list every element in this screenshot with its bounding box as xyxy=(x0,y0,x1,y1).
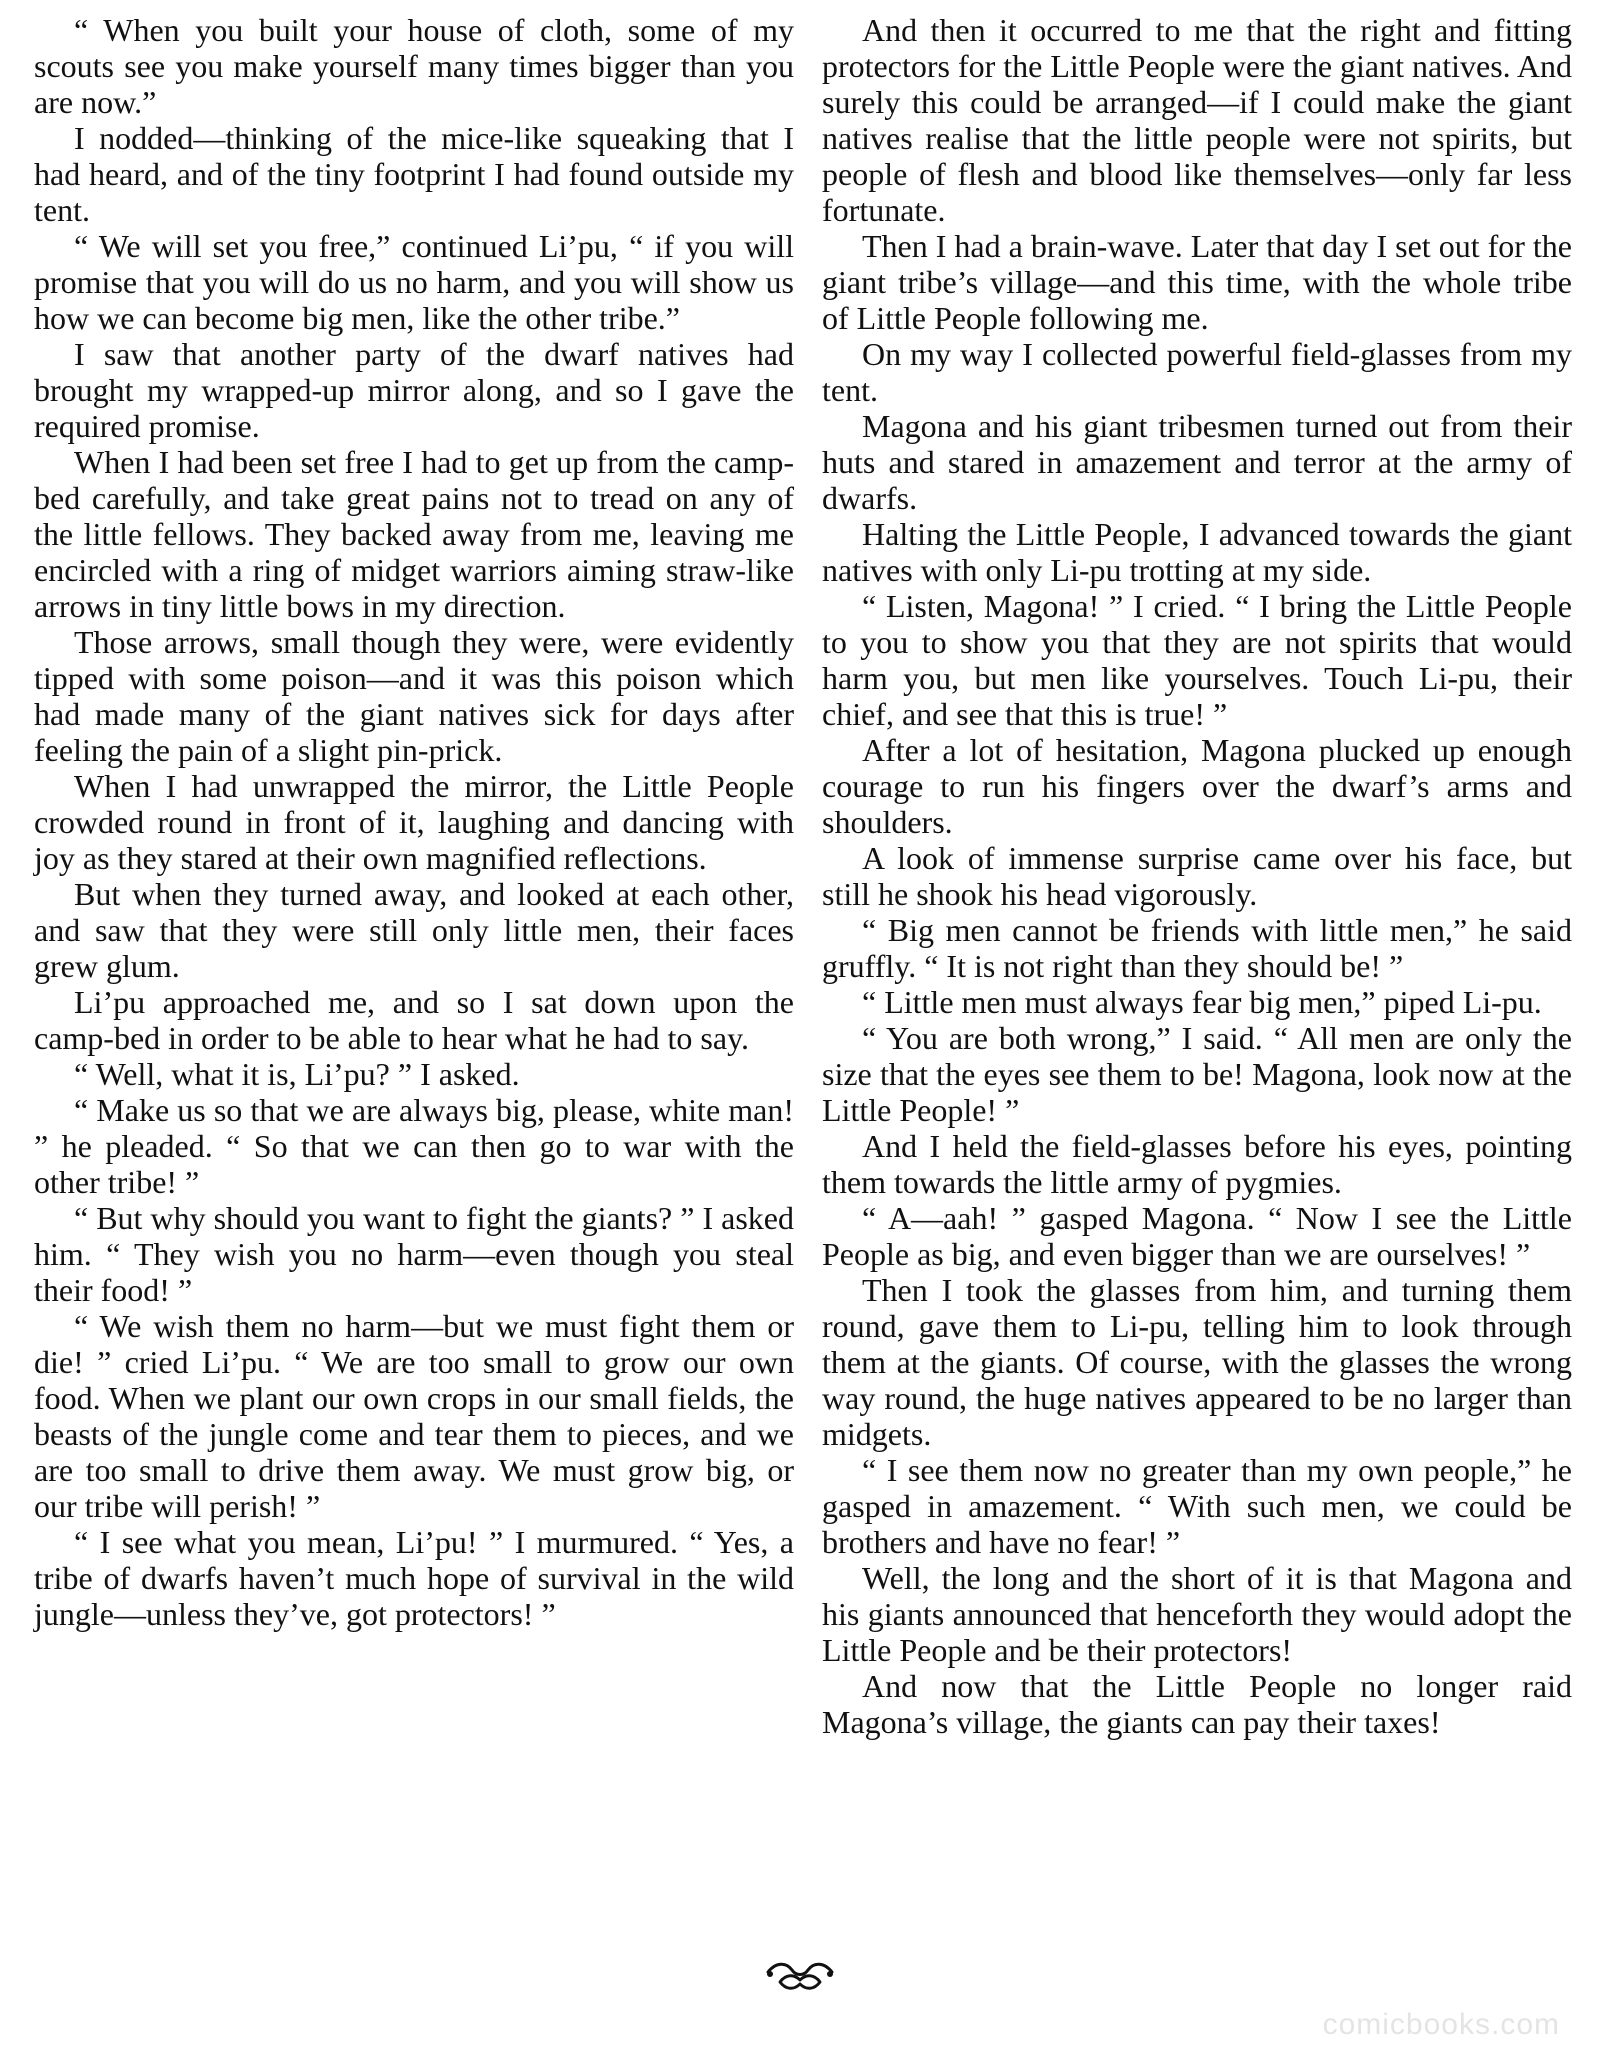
paragraph: “ But why should you want to fight the giants? ” I asked him. “ They wish you no harm—even though you steal their food! ” xyxy=(34,1200,794,1308)
paragraph: And I held the field-glasses before his eyes, pointing them towards the little army of pygmies. xyxy=(822,1128,1572,1200)
paragraph: Li’pu approached me, and so I sat down upon the camp-bed in order to be able to hear what he had to say. xyxy=(34,984,794,1056)
paragraph: I nodded—thinking of the mice-like squeaking that I had heard, and of the tiny footprint I had found outside my tent. xyxy=(34,120,794,228)
paragraph: “ I see them now no greater than my own people,” he gasped in amazement. “ With such men, we could be brothers and have no fear! ” xyxy=(822,1452,1572,1560)
paragraph: “ Listen, Magona! ” I cried. “ I bring the Little People to you to show you that they are not spirits that would harm you, but men like yourselves. Touch Li-pu, their chief, and see that this is true! ” xyxy=(822,588,1572,732)
paragraph: But when they turned away, and looked at each other, and saw that they were still only little men, their faces grew glum. xyxy=(34,876,794,984)
paragraph: Then I had a brain-wave. Later that day I set out for the giant tribe’s village—and this time, with the whole tribe of Little People following me. xyxy=(822,228,1572,336)
left-column xyxy=(34,12,794,1632)
paragraph: “ We wish them no harm—but we must fight them or die! ” cried Li’pu. “ We are too small to grow our own food. When we plant our own crops in our small fields, the beasts of the jungle come and tear them to pieces, and we are too small to drive them away. We must grow big, or our tribe will perish! ” xyxy=(34,1308,794,1524)
paragraph: “ I see what you mean, Li’pu! ” I murmured. “ Yes, a tribe of dwarfs haven’t much hope of survival in the wild jungle—unless they’ve, got protectors! ” xyxy=(34,1524,794,1632)
paragraph: I saw that another party of the dwarf natives had brought my wrapped-up mirror along, and so I gave the required promise. xyxy=(34,336,794,444)
paragraph: When I had been set free I had to get up from the camp-bed carefully, and take great pains not to tread on any of the little fellows. They backed away from me, leaving me encircled with a ring of midget warriors aiming straw-like arrows in tiny little bows in my direction. xyxy=(34,444,794,624)
paragraph: “ Little men must always fear big men,” piped Li-pu. xyxy=(862,984,1542,1020)
paragraph: “ Big men cannot be friends with little men,” he said gruffly. “ It is not right than they should be! ” xyxy=(822,912,1572,984)
paragraph: Then I took the glasses from him, and turning them round, gave them to Li-pu, telling him to look through them at the giants. Of course, with the glasses the wrong way round, the huge natives appeared to be no larger than midgets. xyxy=(822,1272,1572,1452)
paragraph: Those arrows, small though they were, were evidently tipped with some poison—and it was this poison which had made many of the giant natives sick for days after feeling the pain of a slight pin-prick. xyxy=(34,624,794,768)
paragraph: After a lot of hesitation, Magona plucked up enough courage to run his fingers over the dwarf’s arms and shoulders. xyxy=(822,732,1572,840)
right-column xyxy=(822,12,1572,1740)
paragraph: Well, the long and the short of it is that Magona and his giants announced that henceforth they would adopt the Little People and be their protectors! xyxy=(822,1560,1572,1668)
paragraph: Magona and his giant tribesmen turned out from their huts and stared in amazement and terror at the army of dwarfs. xyxy=(822,408,1572,516)
paragraph: On my way I collected powerful field-glasses from my tent. xyxy=(822,336,1572,408)
flourish-ornament-icon xyxy=(760,1958,840,1998)
paragraph: “ Well, what it is, Li’pu? ” I asked. xyxy=(74,1056,520,1092)
site-watermark: comicbooks.com xyxy=(1322,2008,1560,2041)
paragraph: Halting the Little People, I advanced towards the giant natives with only Li-pu trotting at my side. xyxy=(822,516,1572,588)
paragraph: When I had unwrapped the mirror, the Little People crowded round in front of it, laughing and dancing with joy as they stared at their own magnified reflections. xyxy=(34,768,794,876)
paragraph: “ You are both wrong,” I said. “ All men are only the size that the eyes see them to be! Magona, look now at the Little People! ” xyxy=(822,1020,1572,1128)
paragraph: “ When you built your house of cloth, some of my scouts see you make yourself many times bigger than you are now.” xyxy=(34,12,794,120)
paragraph: “ We will set you free,” continued Li’pu, “ if you will promise that you will do us no harm, and you will show us how we can become big men, like the other tribe.” xyxy=(34,228,794,336)
paragraph: “ A—aah! ” gasped Magona. “ Now I see the Little People as big, and even bigger than we are ourselves! ” xyxy=(822,1200,1572,1272)
paragraph: A look of immense surprise came over his face, but still he shook his head vigorously. xyxy=(822,840,1572,912)
paragraph: “ Make us so that we are always big, please, white man! ” he pleaded. “ So that we can then go to war with the other tribe! ” xyxy=(34,1092,794,1200)
paragraph: And now that the Little People no longer raid Magona’s village, the giants can pay their taxes! xyxy=(822,1668,1572,1740)
paragraph: And then it occurred to me that the right and fitting protectors for the Little People were the giant natives. And surely this could be arranged—if I could make the giant natives realise that the little people were not spirits, but people of flesh and blood like themselves—only far less fortunate. xyxy=(822,12,1572,228)
